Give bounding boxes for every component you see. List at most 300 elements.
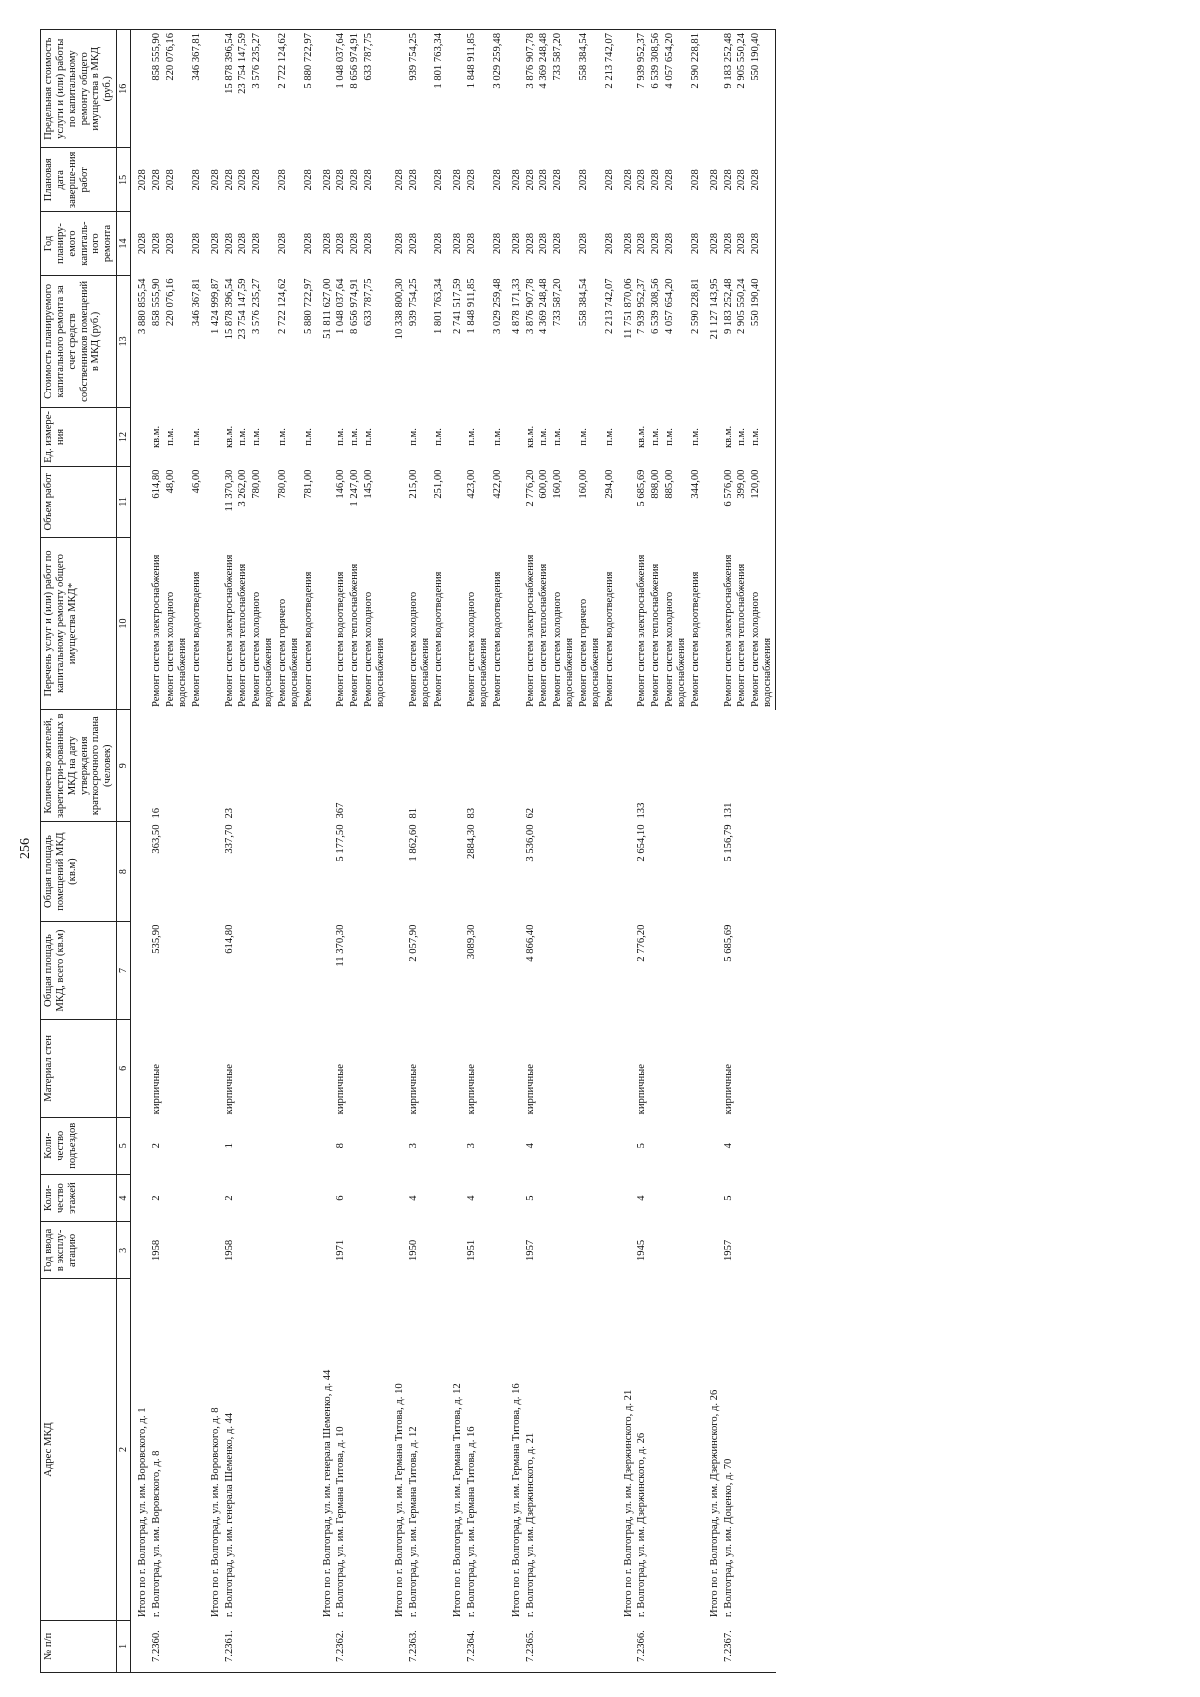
work-year: 2028 [276, 232, 288, 255]
total-year: 2028 [393, 232, 405, 255]
area-rooms: 3 536,00 [524, 824, 536, 862]
total-row [505, 30, 524, 1673]
work-unit: п.м. [433, 428, 445, 446]
column-header: Плановая дата заверше-ния работ [41, 148, 117, 212]
total-spacer [617, 1620, 636, 1672]
work-year: 2028 [552, 232, 564, 255]
work-year: 2028 [251, 232, 263, 255]
work-limit: 346 367,81 [190, 30, 204, 148]
work-volume: 780,00 [276, 469, 288, 499]
work-limit: 2 722 124,62 [276, 30, 302, 148]
work-row [407, 30, 433, 1673]
area-total: 2 776,20 [636, 924, 648, 962]
total-limit-empty [388, 30, 407, 148]
work-cost: 1 848 911,85 [466, 278, 478, 334]
work-year: 2028 [335, 232, 347, 255]
total-limit-empty [703, 30, 722, 148]
work-date: 2028 [749, 148, 775, 212]
residents: 62 [524, 807, 536, 819]
total-spacer [388, 1620, 407, 1672]
work-year: 2028 [433, 232, 445, 255]
work-unit: п.м. [552, 428, 564, 446]
work-unit: п.м. [538, 428, 550, 446]
work-row [635, 30, 649, 1673]
work-unit: п.м. [491, 428, 503, 446]
total-spacer [204, 1620, 223, 1672]
wall-material: кирпичные [466, 1064, 478, 1115]
total-date: 2028 [393, 169, 405, 191]
work-name: Ремонт систем электроснабжения [223, 554, 235, 707]
entrances: 4 [524, 1143, 536, 1149]
work-unit: кв.м. [223, 425, 235, 449]
total-year: 2028 [622, 232, 634, 255]
total-year: 2028 [321, 232, 333, 255]
wall-material: кирпичные [407, 1064, 419, 1115]
work-name: Ремонт систем холодного водоснабжения [664, 591, 687, 707]
work-date: 2028 [165, 169, 177, 191]
wall-material: кирпичные [722, 1064, 734, 1115]
work-date: 2028 [251, 169, 263, 191]
work-unit: п.м. [349, 428, 361, 446]
work-cost: 15 878 396,54 [223, 278, 235, 340]
build-year: 1957 [524, 1239, 536, 1261]
work-unit: п.м. [664, 428, 676, 446]
work-limit: 9 183 252,48 [722, 30, 736, 148]
column-number: 5 [117, 1117, 131, 1174]
work-name: Ремонт систем водоотведения [302, 571, 314, 707]
work-limit: 550 190,40 [749, 30, 775, 148]
total-label: Итого по г. Волгоград, ул. им. Германа Титова, д. 16 [510, 1383, 522, 1618]
work-cost: 6 539 308,56 [650, 278, 662, 335]
work-volume: 423,00 [466, 469, 478, 499]
work-name: Ремонт систем теплоснабжения [237, 563, 249, 707]
total-date: 2028 [708, 169, 720, 191]
work-unit: кв.м. [722, 425, 734, 449]
work-volume: 2 776,20 [524, 469, 536, 507]
total-cost: 2 741 517,59 [452, 278, 464, 335]
work-name: Ремонт систем водоотведения [433, 571, 445, 707]
area-rooms: 5 156,79 [722, 824, 734, 862]
work-year: 2028 [491, 232, 503, 255]
work-volume: 5 685,69 [636, 469, 648, 507]
work-date: 2028 [363, 169, 375, 191]
work-unit: кв.м. [151, 425, 163, 449]
column-header: Коли-чество подъездов [41, 1117, 117, 1174]
work-unit: п.м. [650, 428, 662, 446]
work-cost: 633 787,75 [363, 278, 375, 327]
work-cost: 3 029 259,48 [491, 278, 503, 335]
column-header: Коли-чество этажей [41, 1174, 117, 1222]
column-header: Год планиру-емого капиталь-ного ремонта [41, 212, 117, 276]
work-row [334, 30, 348, 1673]
column-header: Материал стен [41, 1019, 117, 1117]
address: г. Волгоград, ул. им. генерала Шеменко, д. 44 [223, 1412, 235, 1618]
work-year: 2028 [636, 232, 648, 255]
column-header: Перечень услуг и (или) работ по капитальному ремонту общего имущества МКД* [41, 537, 117, 710]
area-rooms: 2 654,10 [636, 824, 648, 862]
build-year: 1950 [407, 1239, 419, 1261]
work-name: Ремонт систем электроснабжения [151, 554, 163, 707]
column-number: 11 [117, 467, 131, 538]
column-header: Ед. измере-ния [41, 407, 117, 466]
address: г. Волгоград, ул. им. Германа Титова, д. 16 [466, 1426, 478, 1618]
total-row [703, 30, 722, 1673]
total-cost: 4 878 171,33 [510, 278, 522, 335]
work-volume: 422,00 [491, 469, 503, 499]
residents: 131 [722, 802, 734, 819]
work-volume: 120,00 [749, 467, 775, 538]
floors: 2 [151, 1195, 163, 1201]
total-limit-empty [446, 30, 465, 148]
work-unit: п.м. [237, 428, 249, 446]
work-volume: 600,00 [538, 469, 550, 499]
work-limit: 8 656 974,91 [348, 30, 362, 148]
column-header: Адрес МКД [41, 1279, 117, 1620]
work-name: Ремонт систем холодного водоснабжения [251, 591, 275, 707]
work-cost: 2 905 550,24 [736, 278, 748, 335]
total-row [617, 30, 636, 1673]
work-limit: 2 905 550,24 [735, 30, 749, 148]
work-cost: 346 367,81 [190, 278, 202, 327]
row-number: 7.2367. [722, 1620, 776, 1672]
work-cost: 2 722 124,62 [276, 278, 288, 335]
work-date: 2028 [664, 169, 676, 191]
column-number: 2 [117, 1279, 131, 1620]
total-limit-empty [505, 30, 524, 148]
work-limit: 633 787,75 [362, 30, 388, 148]
work-date: 2028 [636, 169, 648, 191]
work-volume: 46,00 [190, 469, 202, 494]
total-date: 2028 [137, 169, 149, 191]
work-volume: 145,00 [363, 469, 375, 499]
work-unit: п.м. [190, 428, 202, 446]
column-number: 15 [117, 148, 131, 212]
work-year: 2028 [302, 232, 314, 255]
total-label: Итого по г. Волгоград, ул. им. Дзержинского, д. 21 [622, 1389, 634, 1618]
column-number: 1 [117, 1620, 131, 1672]
work-year: 2028 [151, 232, 163, 255]
work-unit: п.м. [335, 428, 347, 446]
total-label: Итого по г. Волгоград, ул. им. Воровского, д. 1 [137, 1407, 149, 1618]
work-cost: 5 880 722,97 [302, 278, 314, 335]
total-label: Итого по г. Волгоград, ул. им. генерала Шеменко, д. 44 [321, 1369, 333, 1618]
work-limit: 1 848 911,85 [465, 30, 491, 148]
work-name: Ремонт систем электроснабжения [722, 554, 734, 707]
work-cost: 8 656 974,91 [349, 278, 361, 335]
work-date: 2028 [577, 169, 589, 191]
work-date: 2028 [603, 169, 615, 191]
work-unit: п.м. [736, 428, 748, 446]
address: г. Волгоград, ул. им. Германа Титова, д. 12 [407, 1426, 419, 1618]
work-name: Ремонт систем теплоснабжения [349, 563, 361, 707]
work-cost: 4 057 654,20 [664, 278, 676, 335]
area-rooms: 363,50 [151, 824, 163, 854]
work-unit: п.м. [749, 407, 775, 466]
residents: 23 [223, 807, 235, 819]
total-date: 2028 [510, 169, 522, 191]
row-number: 7.2363. [407, 1620, 447, 1672]
work-year: 2028 [722, 232, 734, 255]
work-year: 2028 [736, 232, 748, 255]
work-volume: 48,00 [165, 469, 177, 494]
wall-material: кирпичные [223, 1064, 235, 1115]
work-date: 2028 [237, 169, 249, 191]
area-total: 614,80 [223, 924, 235, 954]
work-limit: 3 029 259,48 [491, 30, 505, 148]
column-header: Объем работ [41, 467, 117, 538]
column-number: 10 [117, 537, 131, 710]
work-unit: п.м. [689, 428, 701, 446]
work-date: 2028 [349, 169, 361, 191]
header-row [41, 30, 117, 1673]
entrances: 8 [335, 1143, 347, 1149]
wall-material: кирпичные [636, 1064, 648, 1115]
work-year: 2028 [466, 232, 478, 255]
floors: 5 [722, 1195, 734, 1201]
total-label: Итого по г. Волгоград, ул. им. Германа Титова, д. 12 [452, 1383, 464, 1618]
column-number-row [117, 30, 131, 1673]
work-unit: п.м. [466, 428, 478, 446]
work-cost: 939 754,25 [407, 278, 419, 327]
work-date: 2028 [433, 169, 445, 191]
work-row [223, 30, 237, 1673]
floors: 4 [466, 1195, 478, 1201]
column-header: Год ввода в эксплу-атацию [41, 1222, 117, 1279]
work-name: Ремонт систем холодного водоснабжения [466, 591, 489, 707]
total-cost: 3 880 855,54 [137, 278, 149, 335]
work-name: Ремонт систем холодного водоснабжения [165, 591, 188, 707]
work-year: 2028 [524, 232, 536, 255]
work-cost: 2 213 742,07 [603, 278, 615, 335]
work-cost: 3 576 235,27 [251, 278, 263, 335]
residents: 16 [151, 807, 163, 819]
total-row [446, 30, 465, 1673]
work-limit: 7 939 952,37 [635, 30, 649, 148]
work-name: Ремонт систем холодного водоснабжения [749, 537, 775, 710]
work-year: 2028 [603, 232, 615, 255]
work-year: 2028 [577, 232, 589, 255]
work-limit: 3 876 907,78 [524, 30, 538, 148]
work-volume: 6 576,00 [722, 469, 734, 507]
build-year: 1971 [335, 1239, 347, 1261]
work-year: 2028 [190, 232, 202, 255]
work-limit: 3 576 235,27 [250, 30, 276, 148]
entrances: 3 [466, 1143, 478, 1149]
work-volume: 399,00 [736, 469, 748, 499]
work-volume: 781,00 [302, 469, 314, 499]
work-year: 2028 [664, 232, 676, 255]
work-volume: 146,00 [335, 469, 347, 499]
work-name: Ремонт систем электроснабжения [636, 554, 648, 707]
total-row [131, 30, 150, 1673]
work-date: 2028 [524, 169, 536, 191]
total-date: 2028 [321, 169, 333, 191]
total-year: 2028 [452, 232, 464, 255]
work-unit: п.м. [276, 428, 288, 446]
build-year: 1958 [151, 1239, 163, 1261]
floors: 4 [407, 1195, 419, 1201]
entrances: 5 [636, 1143, 648, 1149]
work-year: 2028 [538, 232, 550, 255]
work-cost: 23 754 147,59 [237, 278, 249, 340]
address: г. Волгоград, ул. им. Воровского, д. 8 [151, 1450, 163, 1618]
work-name: Ремонт систем холодного водоснабжения [363, 591, 386, 707]
work-limit: 6 539 308,56 [649, 30, 663, 148]
work-limit: 939 754,25 [407, 30, 433, 148]
column-number: 7 [117, 922, 131, 1020]
work-date: 2028 [689, 169, 701, 191]
work-name: Ремонт систем водоотведения [491, 571, 503, 707]
work-date: 2028 [466, 169, 478, 191]
work-cost: 9 183 252,48 [722, 278, 734, 335]
wall-material: кирпичные [151, 1064, 163, 1115]
build-year: 1958 [223, 1239, 235, 1261]
work-cost: 220 076,16 [165, 278, 177, 327]
work-year: 2028 [689, 232, 701, 255]
work-cost: 733 587,20 [552, 278, 564, 327]
column-number: 13 [117, 275, 131, 407]
work-year: 2028 [749, 212, 775, 276]
column-header: Стоимость планируемого капитального ремонта за счет средств собственников помещений в МКД (руб.) [41, 275, 117, 407]
work-limit: 2 213 742,07 [603, 30, 617, 148]
row-number: 7.2364. [465, 1620, 505, 1672]
work-cost: 1 801 763,34 [433, 278, 445, 335]
residents: 83 [466, 807, 478, 819]
work-cost: 550 190,40 [749, 275, 775, 407]
total-limit-empty [204, 30, 223, 148]
row-number: 7.2360. [150, 1620, 203, 1672]
work-volume: 11 370,30 [223, 469, 235, 512]
work-date: 2028 [151, 169, 163, 191]
work-row [524, 30, 538, 1673]
area-total: 3089,30 [466, 924, 478, 960]
work-name: Ремонт систем водоотведения [335, 571, 347, 707]
work-date: 2028 [552, 169, 564, 191]
work-date: 2028 [223, 169, 235, 191]
column-number: 4 [117, 1174, 131, 1222]
page-number: 256 [18, 838, 33, 859]
column-number: 14 [117, 212, 131, 276]
row-number: 7.2362. [334, 1620, 387, 1672]
work-limit: 5 880 722,97 [302, 30, 316, 148]
work-name: Ремонт систем теплоснабжения [736, 563, 748, 707]
work-volume: 885,00 [664, 469, 676, 499]
work-cost: 558 384,54 [577, 278, 589, 327]
column-number: 16 [117, 30, 131, 148]
entrances: 3 [407, 1143, 419, 1149]
total-limit-empty [316, 30, 335, 148]
total-cost: 1 424 999,87 [209, 278, 221, 335]
area-total: 11 370,30 [335, 924, 347, 967]
build-year: 1957 [722, 1239, 734, 1261]
work-cost: 7 939 952,37 [636, 278, 648, 335]
work-year: 2028 [349, 232, 361, 255]
work-volume: 3 262,00 [237, 469, 249, 507]
work-unit: п.м. [363, 428, 375, 446]
total-limit-empty [131, 30, 150, 148]
work-volume: 294,00 [603, 469, 615, 499]
column-header: Общая площадь МКД, всего (кв.м) [41, 922, 117, 1020]
total-cost: 10 338 800,30 [393, 278, 405, 340]
work-volume: 160,00 [577, 469, 589, 499]
work-unit: кв.м. [524, 425, 536, 449]
work-date: 2028 [190, 169, 202, 191]
column-header: Предельная стоимость услуги и (или) работы по капитальному ремонту общего имущества в МКД (руб.) [41, 30, 117, 148]
work-volume: 898,00 [650, 469, 662, 499]
work-volume: 251,00 [433, 469, 445, 499]
work-unit: п.м. [302, 428, 314, 446]
floors: 6 [335, 1195, 347, 1201]
total-year: 2028 [510, 232, 522, 255]
address: г. Волгоград, ул. им. Доценко, д. 70 [722, 1458, 734, 1618]
work-name: Ремонт систем теплоснабжения [538, 563, 550, 707]
total-spacer [703, 1620, 722, 1672]
work-limit: 15 878 396,54 [223, 30, 237, 148]
work-year: 2028 [407, 232, 419, 255]
address: г. Волгоград, ул. им. Дзержинского, д. 21 [524, 1432, 536, 1618]
work-name: Ремонт систем водоотведения [190, 571, 202, 707]
area-rooms: 5 177,50 [335, 824, 347, 862]
total-cost: 51 811 627,00 [321, 278, 333, 339]
work-unit: п.м. [577, 428, 589, 446]
total-date: 2028 [209, 169, 221, 191]
area-total: 5 685,69 [722, 924, 734, 962]
total-label: Итого по г. Волгоград, ул. им. Германа Титова, д. 10 [393, 1383, 405, 1618]
total-spacer [505, 1620, 524, 1672]
work-limit: 558 384,54 [577, 30, 603, 148]
row-number: 7.2361. [223, 1620, 316, 1672]
work-cost: 858 555,90 [151, 278, 163, 327]
work-volume: 1 247,00 [349, 469, 361, 507]
work-cost: 1 048 037,64 [335, 278, 347, 335]
area-total: 4 866,40 [524, 924, 536, 962]
work-name: Ремонт систем теплоснабжения [650, 563, 662, 707]
work-limit: 733 587,20 [551, 30, 577, 148]
work-volume: 160,00 [552, 469, 564, 499]
area-rooms: 1 862,60 [407, 824, 419, 862]
column-number: 12 [117, 407, 131, 466]
work-name: Ремонт систем холодного водоснабжения [552, 591, 576, 707]
total-year: 2028 [209, 232, 221, 255]
work-year: 2028 [363, 232, 375, 255]
area-total: 2 057,90 [407, 924, 419, 962]
work-date: 2028 [650, 169, 662, 191]
total-year: 2028 [137, 232, 149, 255]
work-volume: 780,00 [251, 469, 263, 499]
work-row [722, 30, 736, 1673]
work-volume: 344,00 [689, 469, 701, 499]
table-body [131, 30, 776, 1673]
column-number: 9 [117, 710, 131, 822]
area-rooms: 337,70 [223, 824, 235, 854]
total-spacer [446, 1620, 465, 1672]
entrances: 1 [223, 1143, 235, 1149]
build-year: 1945 [636, 1239, 648, 1261]
work-cost: 3 876 907,78 [524, 278, 536, 335]
work-limit: 858 555,90 [150, 30, 164, 148]
work-name: Ремонт систем горячего водоснабжения [577, 598, 601, 707]
floors: 4 [636, 1195, 648, 1201]
work-limit: 23 754 147,59 [236, 30, 250, 148]
work-unit: п.м. [603, 428, 615, 446]
work-unit: п.м. [251, 428, 263, 446]
wall-material: кирпичные [335, 1064, 347, 1115]
total-date: 2028 [622, 169, 634, 191]
work-volume: 614,80 [151, 469, 163, 499]
work-limit: 220 076,16 [164, 30, 190, 148]
column-number: 8 [117, 822, 131, 922]
total-year: 2028 [708, 232, 720, 255]
